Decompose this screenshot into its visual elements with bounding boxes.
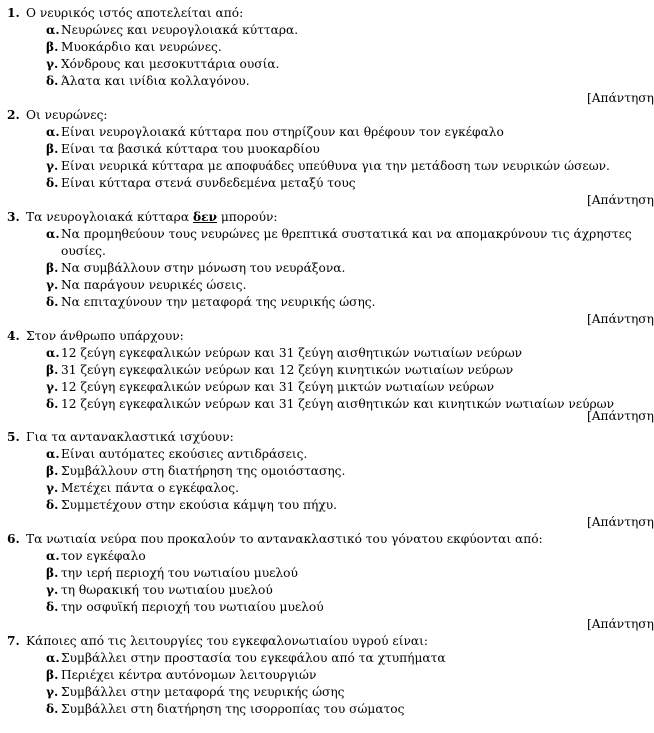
option-d — [0, 73, 646, 90]
option-letter: β. — [46, 566, 59, 580]
option-b — [0, 141, 646, 158]
option-a — [0, 124, 646, 141]
question-prompt: Τα νωτιαία νεύρα που προκαλούν το αντανακλαστικό του γόνατου εκφύονται από: — [26, 532, 543, 546]
option-letter: α. — [46, 651, 60, 665]
question-prompt: Για τα αντανακλαστικά ισχύουν: — [26, 430, 234, 444]
option-text: Είναι αυτόματες εκούσιες αντιδράσεις. — [61, 447, 308, 461]
question-prompt: Κάποιες από τις λειτουργίες του εγκεφαλονωτιαίου υγρού είναι: — [26, 634, 429, 648]
option-text: Μυοκάρδιο και νευρώνες. — [61, 40, 222, 54]
option-text: Άλατα και ινίδια κολλαγόνου. — [61, 74, 250, 88]
question-2 — [0, 107, 654, 209]
option-letter: γ. — [46, 481, 59, 495]
question-4 — [0, 328, 654, 425]
option-text: Να προμηθεύουν τους νευρώνες με θρεπτικά συστατικά και να απομακρύνουν τις άχρηστες ουσίες. — [61, 227, 632, 258]
option-text: Είναι κύτταρα στενά συνδεδεμένα μεταξύ τους — [61, 176, 356, 190]
question-prompt: Οι νευρώνες: — [26, 108, 108, 122]
quiz-document — [0, 5, 654, 718]
option-list — [0, 226, 646, 311]
question-prompt: Στον άνθρωπο υπάρχουν: — [26, 329, 184, 343]
answer-row — [0, 90, 654, 107]
answer-label: [Απάντηση — [587, 193, 654, 207]
question-number: 6. — [7, 532, 20, 546]
question-5 — [0, 429, 654, 531]
question-prompt-start: Τα νευρογλοιακά κύτταρα — [26, 210, 190, 224]
answer-row — [0, 311, 654, 328]
option-d — [0, 599, 646, 616]
question-1-header — [0, 5, 646, 22]
question-number: 4. — [7, 329, 20, 343]
option-b — [0, 667, 646, 684]
negation-keyword: δεν — [192, 210, 217, 224]
option-letter: α. — [46, 549, 60, 563]
option-c — [0, 158, 646, 175]
answer-label: [Απάντηση — [587, 91, 654, 105]
question-6 — [0, 531, 654, 633]
option-d — [0, 701, 646, 718]
answer-label: [Απάντηση — [587, 312, 654, 326]
answer-label: [Απάντηση — [587, 409, 654, 423]
question-3 — [0, 209, 654, 328]
option-b — [0, 463, 646, 480]
option-d — [0, 175, 646, 192]
question-number: 2. — [7, 108, 20, 122]
option-letter: δ. — [46, 498, 59, 512]
question-3-header — [0, 209, 646, 226]
option-text: Συμβάλλει στην προστασία του εγκεφάλου από τα χτυπήματα — [61, 651, 446, 665]
option-text: τον εγκέφαλο — [61, 549, 146, 563]
option-list — [0, 345, 646, 413]
option-b — [0, 260, 646, 277]
option-letter: β. — [46, 464, 59, 478]
option-text: Συμβάλλει στην μεταφορά της νευρικής ώσης — [61, 685, 345, 699]
option-text: την ιερή περιοχή του νωτιαίου μυελού — [61, 566, 298, 580]
option-text: Συμμετέχουν στην εκούσια κάμψη του πήχυ. — [61, 498, 338, 512]
option-d — [0, 497, 646, 514]
option-letter: β. — [46, 40, 59, 54]
question-2-header — [0, 107, 646, 124]
option-list — [0, 650, 646, 718]
question-number: 3. — [7, 210, 20, 224]
option-letter: α. — [46, 346, 60, 360]
option-letter: δ. — [46, 397, 59, 411]
option-c — [0, 277, 646, 294]
answer-row — [0, 514, 654, 531]
question-number: 7. — [7, 634, 20, 648]
option-text: Είναι νευρικά κύτταρα με αποφυάδες υπεύθυνα για την μετάδοση των νευρικών ώσεων. — [61, 159, 610, 173]
option-letter: δ. — [46, 702, 59, 716]
option-letter: γ. — [46, 57, 59, 71]
option-text: Είναι νευρογλοιακά κύτταρα που στηρίζουν και θρέφουν τον εγκέφαλο — [61, 125, 504, 139]
question-number: 1. — [7, 6, 20, 20]
option-letter: β. — [46, 363, 59, 377]
option-text: 31 ζεύγη εγκεφαλικών νεύρων και 12 ζεύγη κινητικών νωτιαίων νεύρων — [61, 363, 514, 377]
option-letter: γ. — [46, 278, 59, 292]
question-1 — [0, 5, 654, 107]
option-list — [0, 124, 646, 192]
option-text: 12 ζεύγη εγκεφαλικών νεύρων και 31 ζεύγη μικτών νωτιαίων νεύρων — [61, 380, 495, 394]
option-letter: β. — [46, 261, 59, 275]
option-text: Χόνδρους και μεσοκυττάρια ουσία. — [61, 57, 280, 71]
option-letter: β. — [46, 142, 59, 156]
option-b — [0, 39, 646, 56]
option-letter: α. — [46, 125, 60, 139]
option-letter: α. — [46, 227, 60, 241]
option-letter: γ. — [46, 380, 59, 394]
option-b — [0, 362, 646, 379]
option-letter: α. — [46, 23, 60, 37]
option-a — [0, 548, 646, 565]
option-list — [0, 22, 646, 90]
question-5-header — [0, 429, 646, 446]
option-text: την οσφυϊκή περιοχή του νωτιαίου μυελού — [61, 600, 324, 614]
option-list — [0, 548, 646, 616]
question-number: 5. — [7, 430, 20, 444]
option-text: 12 ζεύγη εγκεφαλικών νεύρων και 31 ζεύγη αισθητικών νωτιαίων νεύρων — [61, 346, 523, 360]
option-letter: δ. — [46, 176, 59, 190]
option-a — [0, 446, 646, 463]
option-c — [0, 684, 646, 701]
option-b — [0, 565, 646, 582]
option-letter: γ. — [46, 159, 59, 173]
question-7-header — [0, 633, 646, 650]
option-a — [0, 650, 646, 667]
option-letter: γ. — [46, 583, 59, 597]
option-a — [0, 22, 646, 39]
option-text: Είναι τα βασικά κύτταρα του μυοκαρδίου — [61, 142, 320, 156]
option-text: Μετέχει πάντα ο εγκέφαλος. — [61, 481, 239, 495]
option-d — [0, 294, 646, 311]
option-a — [0, 226, 646, 260]
option-text: Συμβάλλει στη διατήρηση της ισορροπίας του σώματος — [61, 702, 405, 716]
option-text: Να παράγουν νευρικές ώσεις. — [61, 278, 247, 292]
option-text: Συμβάλλουν στη διατήρηση της ομοιόστασης. — [61, 464, 346, 478]
option-list — [0, 446, 646, 514]
question-6-header — [0, 531, 646, 548]
option-c — [0, 56, 646, 73]
answer-row — [0, 616, 654, 633]
option-text: Να επιταχύνουν την μεταφορά της νευρικής ώσης. — [61, 295, 376, 309]
answer-row — [0, 409, 654, 425]
option-letter: δ. — [46, 295, 59, 309]
option-letter: δ. — [46, 74, 59, 88]
option-letter: δ. — [46, 600, 59, 614]
option-letter: γ. — [46, 685, 59, 699]
option-d — [0, 396, 646, 413]
answer-row — [0, 192, 654, 209]
option-text: Να συμβάλλουν στην μόνωση του νευράξονα. — [61, 261, 346, 275]
option-letter: α. — [46, 447, 60, 461]
answer-label: [Απάντηση — [587, 617, 654, 631]
option-text: Περιέχει κέντρα αυτόνομων λειτουργιών — [61, 668, 317, 682]
question-prompt: Ο νευρικός ιστός αποτελείται από: — [26, 6, 244, 20]
question-7 — [0, 633, 646, 718]
question-prompt-end: μπορούν: — [220, 210, 278, 224]
question-4-header — [0, 328, 646, 345]
option-c — [0, 480, 646, 497]
option-c — [0, 379, 646, 396]
option-c — [0, 582, 646, 599]
option-a — [0, 345, 646, 362]
answer-label: [Απάντηση — [587, 515, 654, 529]
option-letter: β. — [46, 668, 59, 682]
option-text: Νευρώνες και νευρογλοιακά κύτταρα. — [61, 23, 299, 37]
option-text: 12 ζεύγη εγκεφαλικών νεύρων και 31 ζεύγη αισθητικών και κινητικών νωτιαίων νεύρων — [61, 397, 615, 411]
option-text: τη θωρακική του νωτιαίου μυελού — [61, 583, 273, 597]
